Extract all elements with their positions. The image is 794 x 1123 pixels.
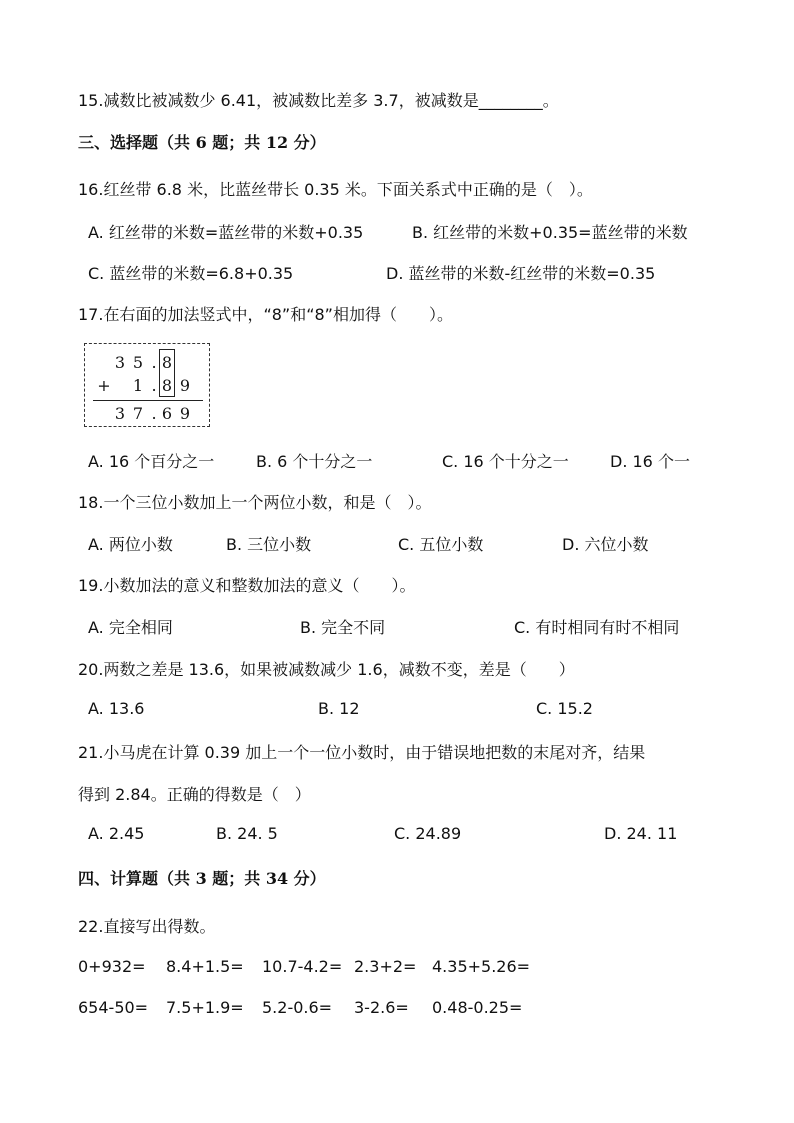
q19-option-a: A. 完全相同: [88, 618, 173, 637]
calc-item: 7.5+1.9=: [166, 998, 244, 1017]
digit: 5: [132, 353, 144, 372]
section-3-heading: 三、选择题（共 6 题；共 12 分）: [78, 133, 326, 152]
q16-option-a: A. 红丝带的米数=蓝丝带的米数+0.35: [88, 223, 364, 242]
q21-option-a: A. 2.45: [88, 824, 145, 843]
q18-option-b: B. 三位小数: [226, 535, 312, 554]
decimal-point: .: [151, 376, 157, 395]
question-19-stem: 19.小数加法的意义和整数加法的意义（ ）。: [78, 576, 416, 595]
highlight-box: [159, 349, 175, 397]
calc-item: 654-50=: [78, 998, 149, 1017]
q18-option-d: D. 六位小数: [562, 535, 649, 554]
addend-2-row: [85, 375, 211, 397]
q21-option-c: C. 24.89: [394, 824, 462, 843]
q17-option-b: B. 6 个十分之一: [256, 452, 373, 471]
digit: 1: [132, 376, 144, 395]
q19-option-b: B. 完全不同: [300, 618, 386, 637]
calc-item: 10.7-4.2=: [262, 957, 343, 976]
q20-option-c: C. 15.2: [536, 699, 593, 718]
question-21-stem-line-2: 得到 2.84。正确的得数是（ ）: [78, 785, 311, 804]
q17-option-d: D. 16 个一: [610, 452, 690, 471]
q16-option-d: D. 蓝丝带的米数-红丝带的米数=0.35: [386, 264, 656, 283]
digit: 6: [161, 404, 173, 423]
q21-option-b: B. 24. 5: [216, 824, 278, 843]
calc-item: 0.48-0.25=: [432, 998, 523, 1017]
vertical-addition-figure: [84, 343, 210, 427]
q19-option-c: C. 有时相同有时不相同: [514, 618, 680, 637]
decimal-point: .: [151, 353, 157, 372]
calc-item: 8.4+1.5=: [166, 957, 244, 976]
digit: 7: [132, 404, 144, 423]
digit: 3: [114, 353, 126, 372]
calc-item: 2.3+2=: [354, 957, 417, 976]
q20-option-b: B. 12: [318, 699, 360, 718]
digit: 9: [179, 404, 191, 423]
question-20-stem: 20.两数之差是 13.6，如果被减数减少 1.6，减数不变，差是（ ）: [78, 660, 575, 679]
sum-row: [85, 403, 211, 425]
decimal-point: .: [151, 404, 157, 423]
calc-item: 3-2.6=: [354, 998, 409, 1017]
q16-option-b: B. 红丝带的米数+0.35=蓝丝带的米数: [412, 223, 688, 242]
q16-option-c: C. 蓝丝带的米数=6.8+0.35: [88, 264, 294, 283]
question-16-stem: 16.红丝带 6.8 米，比蓝丝带长 0.35 米。下面关系式中正确的是（ ）。: [78, 180, 593, 199]
digit: 9: [179, 376, 191, 395]
question-22-stem: 22.直接写出得数。: [78, 917, 216, 936]
q20-option-a: A. 13.6: [88, 699, 145, 718]
question-17-stem: 17.在右面的加法竖式中，“8”和“8”相加得（ ）。: [78, 305, 453, 324]
calc-item: 5.2-0.6=: [262, 998, 333, 1017]
calc-item: 4.35+5.26=: [432, 957, 531, 976]
addend-1-row: [85, 352, 211, 374]
q17-option-c: C. 16 个十分之一: [442, 452, 569, 471]
calc-item: 0+932=: [78, 957, 146, 976]
question-21-stem-line-1: 21.小马虎在计算 0.39 加上一个一位小数时，由于错误地把数的末尾对齐，结果: [78, 743, 646, 762]
q18-option-a: A. 两位小数: [88, 535, 173, 554]
q21-option-d: D. 24. 11: [604, 824, 678, 843]
question-18-stem: 18.一个三位小数加上一个两位小数，和是（ ）。: [78, 493, 432, 512]
digit: 8: [161, 376, 173, 395]
plus-sign: +: [97, 376, 111, 395]
section-4-heading: 四、计算题（共 3 题；共 34 分）: [78, 869, 326, 888]
q17-option-a: A. 16 个百分之一: [88, 452, 215, 471]
question-15: 15.减数比被减数少 6.41，被减数比差多 3.7，被减数是________。: [78, 91, 559, 110]
digit: 3: [114, 404, 126, 423]
q18-option-c: C. 五位小数: [398, 535, 484, 554]
sum-line: [93, 400, 203, 401]
digit: 8: [161, 353, 173, 372]
